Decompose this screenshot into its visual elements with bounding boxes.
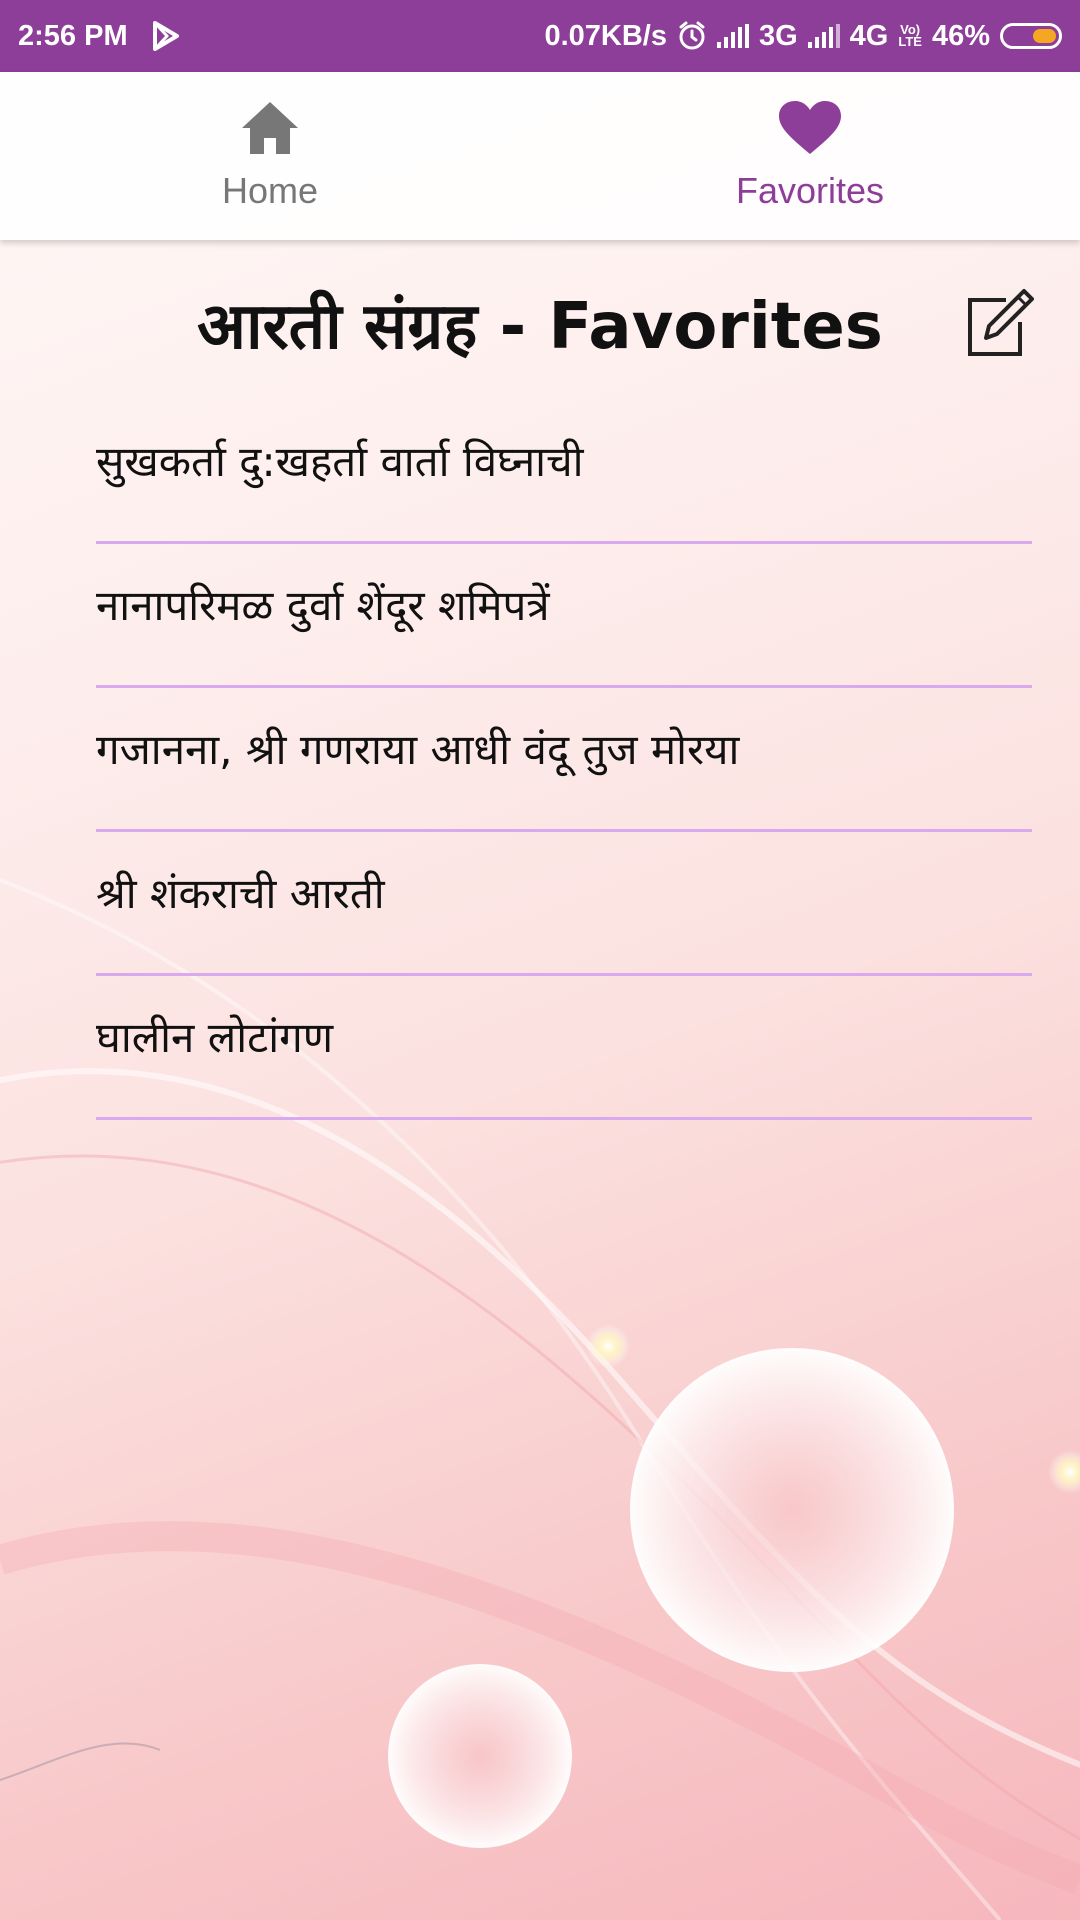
edit-button[interactable] (962, 288, 1034, 360)
status-time: 2:56 PM (18, 19, 128, 52)
signal-icon (808, 24, 840, 48)
page-title: आरती संग्रह - Favorites (197, 290, 883, 364)
battery-fill (1033, 29, 1056, 43)
page-header (0, 270, 1080, 370)
list-item[interactable] (96, 400, 1032, 544)
battery-icon (1000, 23, 1062, 49)
favorites-list (96, 400, 1032, 1120)
tab-home-label: Home (221, 170, 319, 211)
list-item-label: नानापरिमळ दुर्वा शेंदूर शमिपत्रें (96, 581, 550, 630)
play-store-icon (152, 21, 180, 51)
home-icon (240, 100, 300, 160)
edit-icon (962, 345, 1034, 364)
list-item[interactable] (96, 688, 1032, 832)
list-item-label: घालीन लोटांगण (96, 1013, 334, 1062)
heart-icon (777, 100, 843, 160)
list-item[interactable] (96, 544, 1032, 688)
alarm-icon (677, 21, 707, 51)
battery-percentage: 46% (931, 19, 990, 52)
volte-top-label: Vo) (900, 22, 921, 37)
network-type-1: 3G (758, 19, 798, 52)
list-item-label: सुखकर्ता दु:खहर्ता वार्ता विघ्नाची (96, 437, 584, 486)
list-item[interactable] (96, 832, 1032, 976)
tab-bar (0, 72, 1080, 240)
signal-icon (717, 24, 749, 48)
tab-home[interactable] (0, 72, 540, 240)
tab-favorites-label: Favorites (735, 170, 885, 211)
volte-icon (898, 24, 922, 48)
tab-favorites[interactable] (540, 72, 1080, 240)
list-item-label: गजानना, श्री गणराया आधी वंदू तुज मोरया (96, 725, 740, 774)
volte-bottom-label: LTE (898, 34, 922, 49)
network-speed: 0.07KB/s (544, 19, 667, 52)
list-item[interactable] (96, 976, 1032, 1120)
status-bar (0, 0, 1080, 72)
network-type-2: 4G (849, 19, 889, 52)
list-item-label: श्री शंकराची आरती (96, 869, 385, 918)
